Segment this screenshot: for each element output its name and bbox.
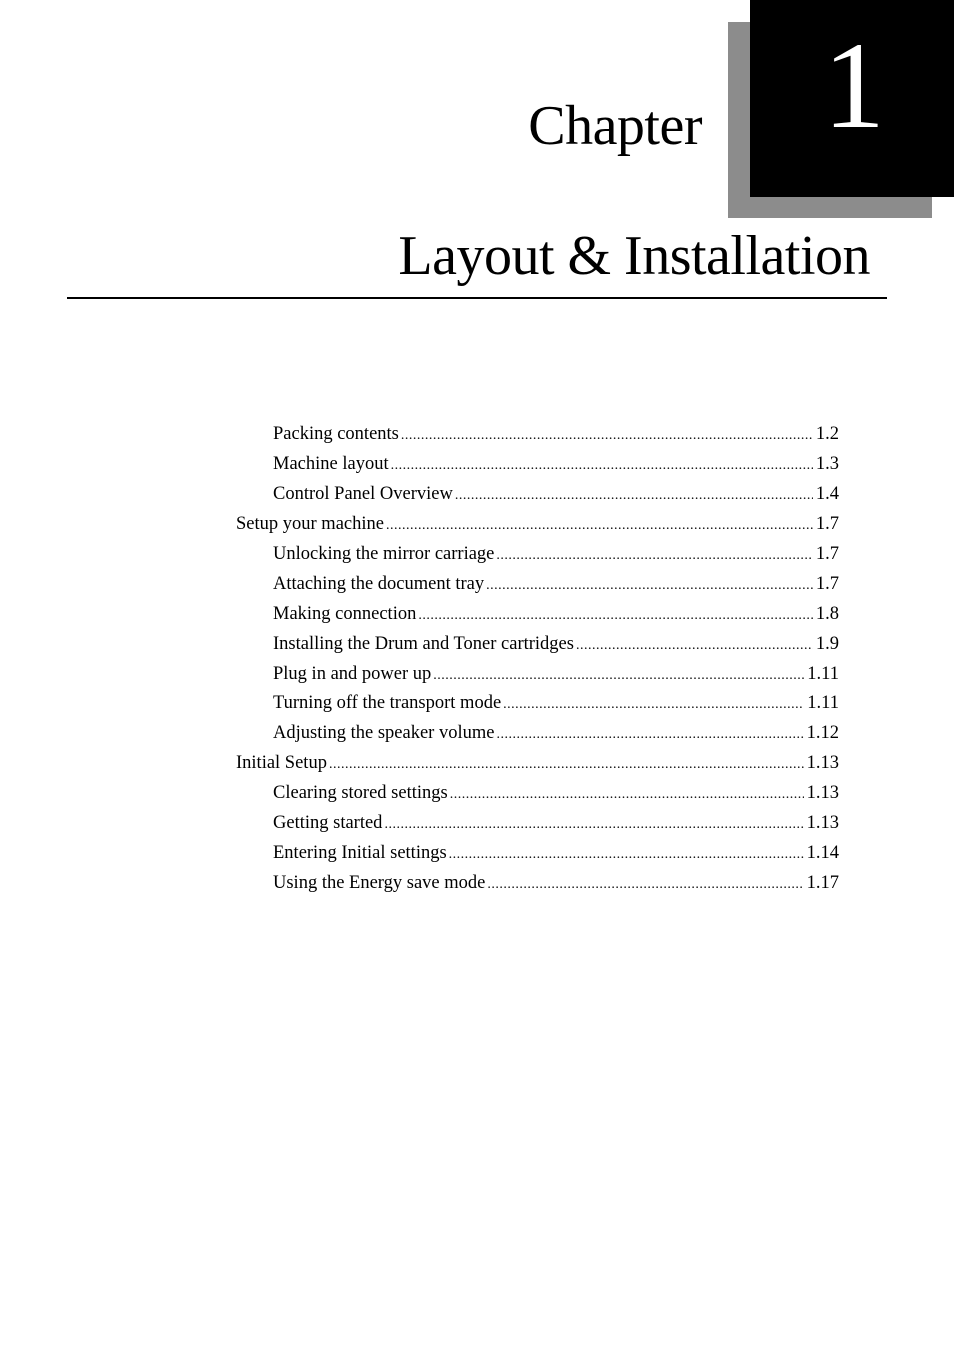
toc-entry-page: 1.13 (806, 783, 839, 804)
dot-leader (329, 750, 804, 779)
dot-leader (503, 690, 804, 719)
toc-entry[interactable] (236, 839, 839, 869)
toc-entry-title: Plug in and power up (273, 663, 432, 684)
dot-leader (487, 870, 803, 899)
toc-entry-page: 1.11 (807, 663, 839, 684)
table-of-contents (236, 420, 839, 899)
dot-leader (450, 780, 804, 809)
toc-entry-title: Entering Initial settings (273, 843, 447, 864)
toc-entry-title: Getting started (273, 813, 383, 834)
toc-entry[interactable] (236, 630, 839, 660)
toc-entry-page: 1.4 (815, 483, 839, 504)
dot-leader (433, 661, 804, 690)
toc-entry-title: Using the Energy save mode (273, 873, 486, 894)
dot-leader (496, 720, 803, 749)
toc-entry-title: Control Panel Overview (273, 483, 453, 504)
toc-entry-page: 1.11 (807, 693, 839, 714)
toc-entry[interactable] (236, 719, 839, 749)
chapter-number: 1 (823, 16, 885, 154)
toc-entry-title: Adjusting the speaker volume (273, 723, 495, 744)
toc-entry-page: 1.13 (806, 753, 839, 774)
toc-entry-page: 1.8 (815, 603, 839, 624)
dot-leader (455, 481, 813, 510)
toc-entry[interactable] (236, 689, 839, 719)
toc-entry[interactable] (236, 420, 839, 450)
toc-entry[interactable] (236, 809, 839, 839)
chapter-number-box (750, 0, 954, 197)
toc-entry-title: Clearing stored settings (273, 783, 448, 804)
toc-entry-title: Machine layout (273, 453, 389, 474)
toc-entry-title: Making connection (273, 603, 417, 624)
toc-entry[interactable] (236, 779, 839, 809)
dot-leader (496, 541, 812, 570)
toc-entry-page: 1.3 (815, 453, 839, 474)
title-divider (67, 297, 887, 299)
dot-leader (386, 511, 813, 540)
toc-entry[interactable] (236, 660, 839, 690)
toc-entry-title: Attaching the document tray (273, 573, 485, 594)
dot-leader (418, 601, 813, 630)
toc-entry-page: 1.17 (806, 873, 839, 894)
toc-entry[interactable] (236, 869, 839, 899)
dot-leader (576, 631, 813, 660)
toc-entry[interactable] (236, 600, 839, 630)
toc-entry[interactable] (236, 510, 839, 540)
dot-leader (449, 840, 804, 869)
toc-entry-page: 1.7 (815, 573, 839, 594)
toc-entry-title: Packing contents (273, 424, 399, 444)
toc-entry-page: 1.9 (815, 633, 839, 654)
toc-entry-title: Initial Setup (236, 753, 327, 774)
chapter-label: Chapter (528, 95, 702, 157)
toc-entry-page: 1.13 (806, 813, 839, 834)
toc-entry-page: 1.14 (806, 843, 839, 864)
dot-leader (486, 571, 813, 600)
toc-entry[interactable] (236, 570, 839, 600)
toc-entry-page: 1.2 (815, 424, 839, 444)
toc-entry[interactable] (236, 540, 839, 570)
chapter-title: Layout & Installation (398, 225, 870, 287)
toc-entry-page: 1.7 (815, 543, 839, 564)
toc-entry-title: Installing the Drum and Toner cartridges (273, 633, 574, 654)
toc-entry-title: Setup your machine (236, 513, 384, 534)
toc-entry-page: 1.7 (815, 513, 839, 534)
toc-entry[interactable] (236, 480, 839, 510)
toc-entry-page: 1.12 (806, 723, 839, 744)
toc-entry-title: Unlocking the mirror carriage (273, 543, 495, 564)
dot-leader (401, 421, 813, 450)
dot-leader (391, 451, 813, 480)
toc-entry[interactable] (236, 450, 839, 480)
toc-entry-title: Turning off the transport mode (273, 693, 502, 714)
toc-entry[interactable] (236, 749, 839, 779)
dot-leader (384, 810, 803, 839)
